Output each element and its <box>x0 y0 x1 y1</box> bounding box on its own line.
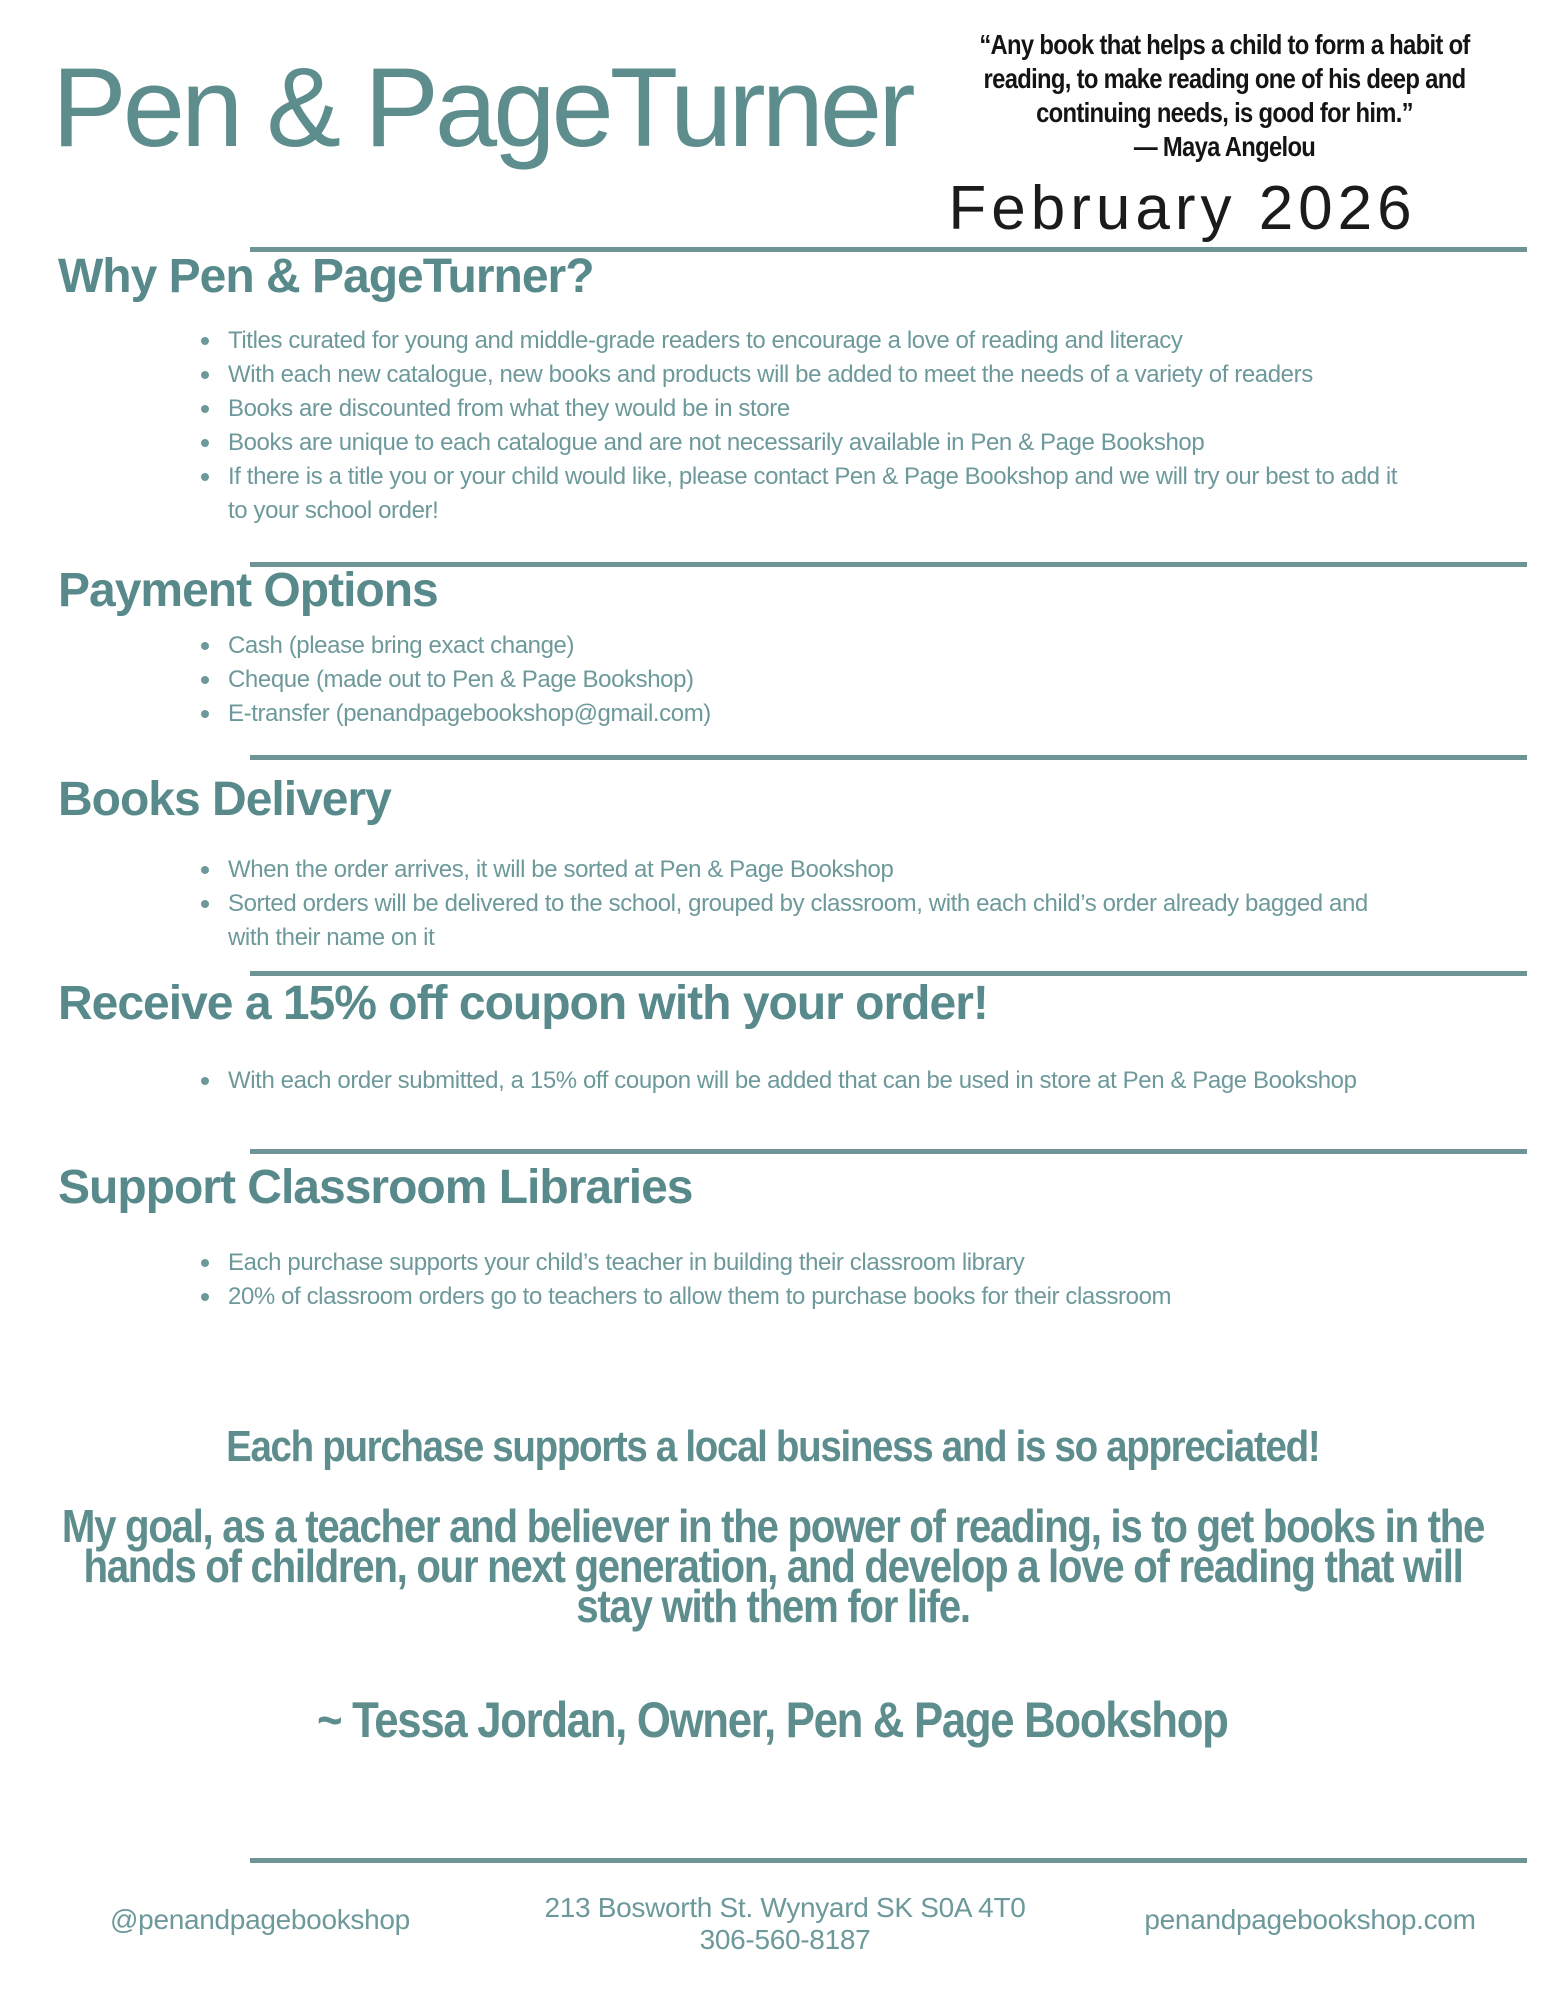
brand-logo: Pen & PageTurner <box>52 45 912 170</box>
footer-address: 213 Bosworth St. Wynyard SK S0A 4T0 <box>544 1892 1026 1923</box>
quote-text: “Any book that helps a child to form a habit of reading, to make reading one of his deep and continuing needs, is good for him.” <box>979 29 1470 128</box>
footer-phone: 306-560-8187 <box>699 1924 871 1955</box>
quote-attribution: — Maya Angelou <box>1133 131 1316 162</box>
bullet-item: Books are unique to each catalogue and are not necessarily available in Pen & Page Bookshop <box>228 426 1408 460</box>
bullet-item: 20% of classroom orders go to teachers to allow them to purchase books for their classroom <box>228 1280 1408 1314</box>
bullet-list-coupon <box>0 1064 1545 1098</box>
section-divider <box>250 971 1527 976</box>
bullet-item: With each order submitted, a 15% off coupon will be added that can be used in store at Pen & Page Bookshop <box>228 1064 1408 1098</box>
bullet-item: Sorted orders will be delivered to the school, grouped by classroom, with each child’s order already bagged and with their name on it <box>228 887 1408 955</box>
bullet-list-delivery <box>0 853 1545 955</box>
bullet-item: Books are discounted from what they would be in store <box>228 392 1408 426</box>
bullet-item: Titles curated for young and middle-grade readers to encourage a love of reading and literacy <box>228 324 1408 358</box>
section-divider <box>250 1149 1527 1154</box>
section-title-why: Why Pen & PageTurner? <box>58 250 594 303</box>
bullet-item: Cash (please bring exact change) <box>228 629 1408 663</box>
bullet-item: If there is a title you or your child would like, please contact Pen & Page Bookshop and we will try our best to add it to your school order! <box>228 460 1408 528</box>
bullet-list-payment <box>0 629 1545 731</box>
closing-highlight-text: Each purchase supports a local business and is so appreciated! <box>225 1422 1320 1471</box>
section-title-delivery: Books Delivery <box>58 773 391 826</box>
footer-website: penandpagebookshop.com <box>1144 1904 1476 1935</box>
section-title-payment: Payment Options <box>58 564 438 617</box>
section-divider <box>250 562 1527 567</box>
closing-signature-text: ~ Tessa Jordan, Owner, Pen & Page Bookshop <box>317 1692 1228 1748</box>
closing-highlight <box>0 1422 1545 1472</box>
closing-paragraph: My goal, as a teacher and believer in the power of reading, is to get books in the hands of children, our next generation, and develop a love of reading that will stay with them for life. <box>61 1500 1485 1632</box>
quote-block <box>950 28 1498 164</box>
bullet-item: Each purchase supports your child’s teacher in building their classroom library <box>228 1246 1408 1280</box>
bullet-item: When the order arrives, it will be sorted at Pen & Page Bookshop <box>228 853 1408 887</box>
section-title-coupon: Receive a 15% off coupon with your order! <box>58 977 988 1030</box>
bullet-item: E-transfer (penandpagebookshop@gmail.com) <box>228 697 1408 731</box>
section-divider <box>250 755 1527 760</box>
bullet-item: Cheque (made out to Pen & Page Bookshop) <box>228 663 1408 697</box>
footer-divider <box>250 1858 1527 1863</box>
footer-social-handle: @penandpagebookshop <box>110 1904 410 1935</box>
bullet-list-libraries <box>0 1246 1545 1314</box>
bullet-list-why <box>0 324 1545 528</box>
closing-signature <box>0 1692 1545 1748</box>
section-title-libraries: Support Classroom Libraries <box>58 1161 693 1214</box>
bullet-item: With each new catalogue, new books and products will be added to meet the needs of a variety of readers <box>228 358 1408 392</box>
footer-contact-block <box>460 1892 1110 1956</box>
issue-date: February 2026 <box>948 174 1417 243</box>
